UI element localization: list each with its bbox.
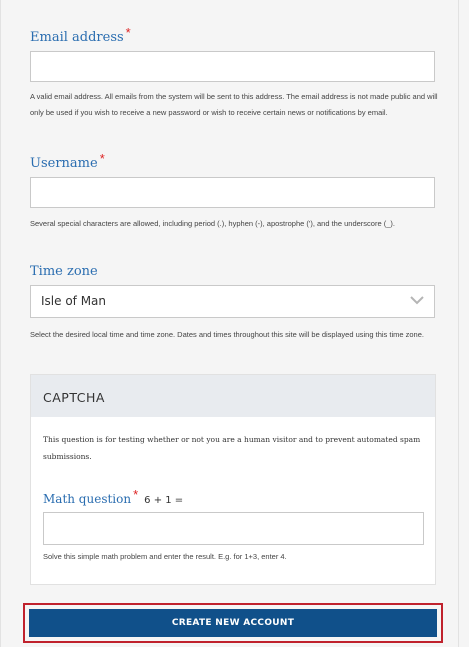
math-question-label-text: Math question xyxy=(43,492,132,506)
math-required-mark: * xyxy=(133,487,139,502)
email-help-text: A valid email address. All emails from the system will be sent to this address. The email address is not made public and will only be used if you wish to receive a new password or wish to receive certain news or notifications by email. xyxy=(30,92,438,117)
math-problem: 6 + 1 = xyxy=(144,495,184,506)
email-label-text: Email address xyxy=(30,30,124,45)
captcha-title: CAPTCHA xyxy=(43,390,105,405)
math-question-label xyxy=(43,487,184,506)
page-left-border xyxy=(0,0,1,647)
captcha-fieldset xyxy=(30,374,436,585)
captcha-description: This question is for testing whether or not you are a human visitor and to prevent automated spam submissions. xyxy=(43,435,421,461)
username-field[interactable] xyxy=(30,177,435,208)
submit-highlight-frame xyxy=(23,603,443,643)
create-account-button[interactable]: CREATE NEW ACCOUNT xyxy=(29,609,437,637)
email-required-mark: * xyxy=(125,25,131,40)
math-answer-field[interactable] xyxy=(43,512,424,545)
username-help-text: Several special characters are allowed, including period (.), hyphen (-), apostrophe ('), and the underscore (_). xyxy=(30,219,395,228)
timezone-label: Time zone xyxy=(30,264,98,279)
username-label xyxy=(30,151,105,171)
email-field[interactable] xyxy=(30,51,435,82)
email-label xyxy=(30,25,131,45)
username-required-mark: * xyxy=(99,151,105,166)
chevron-down-icon xyxy=(409,294,425,306)
username-label-text: Username xyxy=(30,156,98,171)
timezone-select[interactable] xyxy=(30,285,435,318)
page-right-border xyxy=(458,0,459,647)
math-help-text: Solve this simple math problem and enter the result. E.g. for 1+3, enter 4. xyxy=(43,552,287,561)
timezone-help-text: Select the desired local time and time zone. Dates and times throughout this site will be displayed using this time zone. xyxy=(30,330,424,339)
captcha-header xyxy=(31,375,435,417)
timezone-selected-value: Isle of Man xyxy=(41,294,107,308)
